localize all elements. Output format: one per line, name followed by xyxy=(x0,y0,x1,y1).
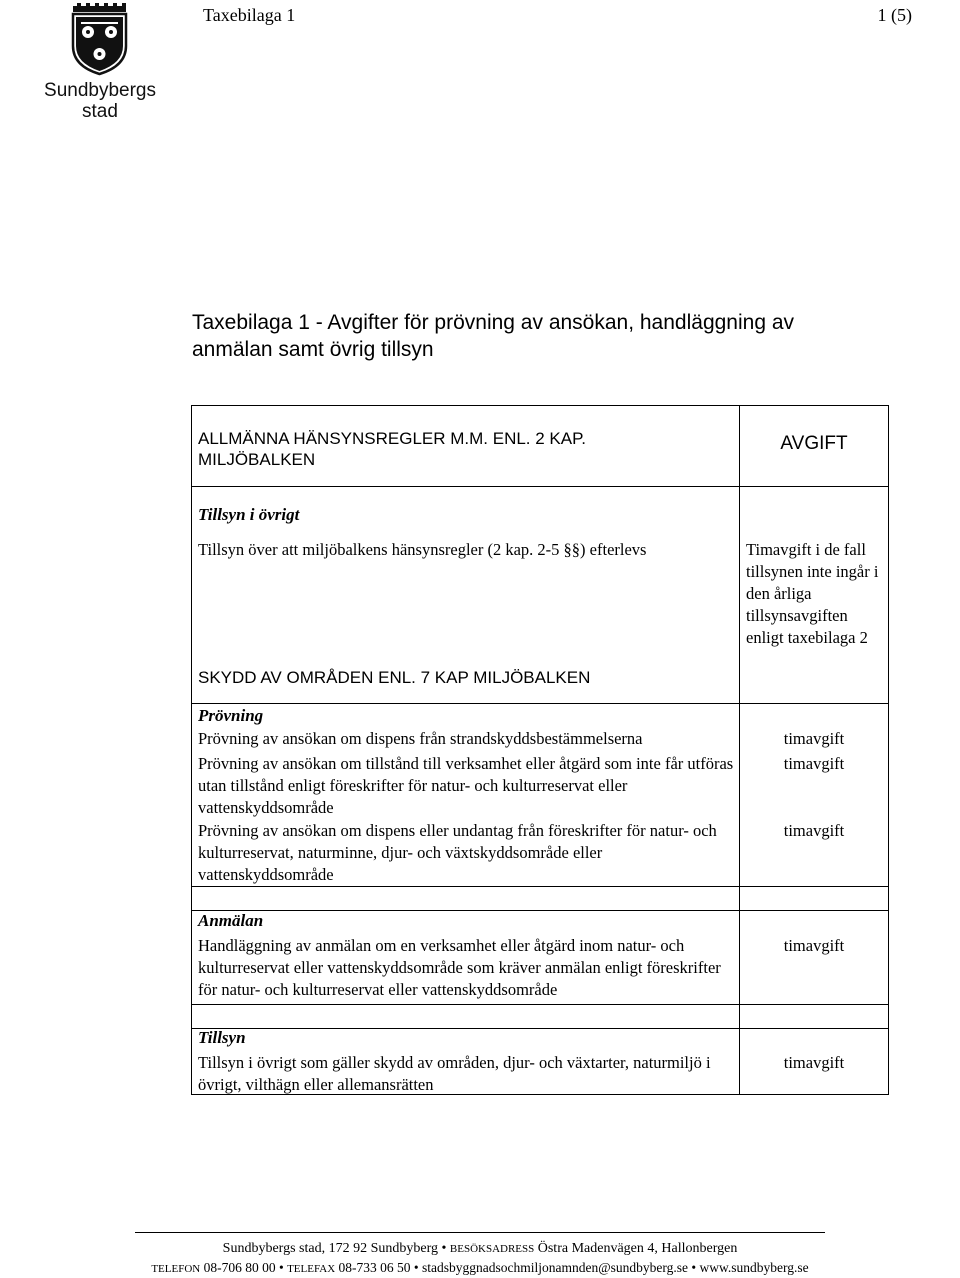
row-provning-strandskydd: Prövning av ansökan om dispens från strandskyddsbestämmelserna xyxy=(198,729,643,748)
footer-fax: 08-733 06 50 xyxy=(338,1260,411,1275)
footer-divider xyxy=(135,1232,825,1233)
logo-name: Sundbybergs xyxy=(44,80,156,101)
section-7kap-heading: SKYDD AV OMRÅDEN ENL. 7 KAP MILJÖBALKEN xyxy=(198,668,591,687)
row-hansynsregler-fee: Timavgift i de fall tillsynen inte ingår i den årliga tillsynsavgiften enligt taxebilaga 2 xyxy=(746,540,879,647)
footer-phone-label: TELEFON xyxy=(151,1263,201,1275)
coat-of-arms-icon xyxy=(40,2,158,76)
table-head-left: ALLMÄNNA HÄNSYNSREGLER M.M. ENL. 2 KAP. MILJÖBALKEN xyxy=(198,429,586,469)
footer-email[interactable]: stadsbyggnadsochmiljonamnden@sundbyberg.se xyxy=(422,1260,689,1275)
logo-sub: stad xyxy=(82,101,118,122)
subheading-anmalan: Anmälan xyxy=(198,911,264,930)
row-tillsyn-fee: timavgift xyxy=(783,1053,845,1072)
footer-visit-label: BESÖKSADRESS xyxy=(449,1243,535,1255)
row-hansynsregler: Tillsyn över att miljöbalkens hänsynsregler (2 kap. 2-5 §§) efterlevs xyxy=(198,540,647,559)
footer-fax-label: TELEFAX xyxy=(287,1263,336,1275)
row-provning-strandskydd-fee: timavgift xyxy=(783,729,845,748)
subheading-tillsyn-ovrigt: Tillsyn i övrigt xyxy=(198,505,300,524)
main-title: Taxebilaga 1 - Avgifter för prövning av ansökan, handläggning av anmälan samt övrig tillsyn xyxy=(192,311,795,361)
row-divider xyxy=(192,886,888,887)
row-tillsyn: Tillsyn i övrigt som gäller skydd av områden, djur- och växtarter, naturmiljö i övrigt, vilthägn eller allemansrätten xyxy=(198,1053,711,1094)
row-provning-dispens-fee: timavgift xyxy=(783,821,845,840)
document-header-title: Taxebilaga 1 xyxy=(203,5,296,25)
row-divider xyxy=(192,910,888,911)
footer-phone: 08-706 80 00 xyxy=(203,1260,276,1275)
subheading-provning: Prövning xyxy=(198,706,264,725)
footer-address: Sundbybergs stad, 172 92 Sundbyberg xyxy=(222,1241,438,1256)
footer-visit-address: Östra Madenvägen 4, Hallonbergen xyxy=(537,1241,738,1256)
city-logo xyxy=(40,2,158,122)
row-provning-dispens: Prövning av ansökan om dispens eller undantag från föreskrifter för natur- och kulturreservat, naturminne, djur- och växtskyddsområde eller vattenskyddsområde xyxy=(198,821,717,884)
row-divider xyxy=(192,703,888,704)
row-anmalan-fee: timavgift xyxy=(783,936,845,955)
subheading-tillsyn: Tillsyn xyxy=(198,1028,246,1047)
row-divider xyxy=(192,486,888,487)
row-provning-tillstand-fee: timavgift xyxy=(783,754,845,773)
table-head-right: AVGIFT xyxy=(780,433,848,454)
row-provning-tillstand: Prövning av ansökan om tillstånd till verksamhet eller åtgärd som inte får utföras utan tillstånd enligt föreskrifter för natur- och kulturreservat eller vattenskyddsområde xyxy=(198,754,734,817)
footer-web[interactable]: www.sundbyberg.se xyxy=(699,1260,809,1275)
footer-address-line: Sundbybergs stad, 172 92 Sundbyberg • BESÖKSADRESS Östra Madenvägen 4, Hallonbergen xyxy=(222,1241,738,1256)
page-number: 1 (5) xyxy=(877,5,912,25)
row-divider xyxy=(192,1028,888,1029)
row-anmalan: Handläggning av anmälan om en verksamhet eller åtgärd inom natur- och kulturreservat eller vattenskyddsområde som kräver anmälan enligt föreskrifter för natur- och kulturreservat eller vattenskyddsområde xyxy=(198,936,721,999)
row-divider xyxy=(192,1004,888,1005)
fee-table xyxy=(191,405,889,1095)
footer-contact-line: TELEFON 08-706 80 00 • TELEFAX 08-733 06 50 • stadsbyggnadsochmiljonamnden@sundbyberg.se • www.sundbyberg.se xyxy=(151,1260,809,1275)
